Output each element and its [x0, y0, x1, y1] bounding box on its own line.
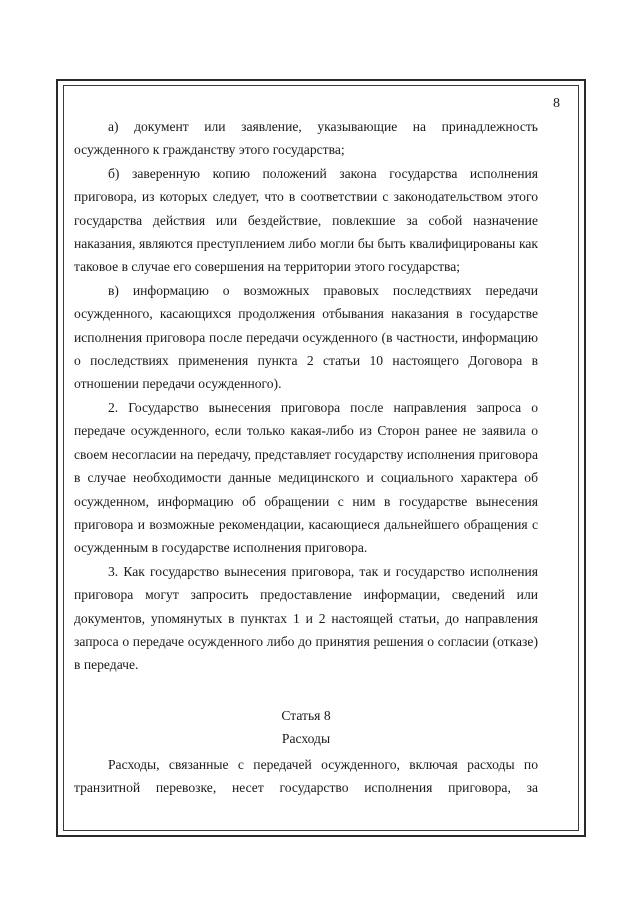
page-number: 8 [553, 96, 560, 111]
paragraph-3: 3. Как государство вынесения приговора, так и государство исполнения приговора могут запросить предоставление информации, сведений или документов, упомянутых в пунктах 1 и 2 настоящей статьи, до направления запроса о передаче осужденного либо до принятия решения о согласии (отказе) в передаче. [74, 563, 538, 673]
article-number: Статья 8 [281, 707, 331, 723]
article-text: Расходы, связанные с передачей осужденного, включая расходы по транзитной перевозке, несет государство исполнения приговора, за [74, 756, 538, 795]
paragraph-2: 2. Государство вынесения приговора после направления запроса о передаче осужденного, если только какая-либо из Сторон ранее не заявила о своем несогласии на передачу, представляет государству исполнения приговора в случае необходимости данные медицинского и социального характера об осужденном, информацию об обращении с ним в государстве вынесения приговора и возможные рекомендации, касающиеся дальнейшего обращения с осужденным в государстве исполнения приговора. [74, 399, 538, 556]
paragraph-v: в) информацию о возможных правовых последствиях передачи осужденного, касающихся продолжения отбывания наказания в государстве исполнения приговора после передачи осужденного (в частности, информацию о последствиях применения пункта 2 статьи 10 настоящего Договора в отношении передачи осужденного). [74, 282, 538, 392]
document-body [74, 115, 538, 799]
article-title: Расходы [281, 731, 331, 747]
paragraph-a: а) документ или заявление, указывающие на принадлежность осужденного к гражданству этого государства; [74, 119, 538, 158]
paragraph-b: б) заверенную копию положений закона государства исполнения приговора, из которых следует, что в соответствии с законодательством этого государства действия или бездействие, повлекшие за собой назначение наказания, являются преступлением либо могли бы быть квалифицированы как таковое в случае его совершения на территории этого государства; [74, 165, 538, 275]
